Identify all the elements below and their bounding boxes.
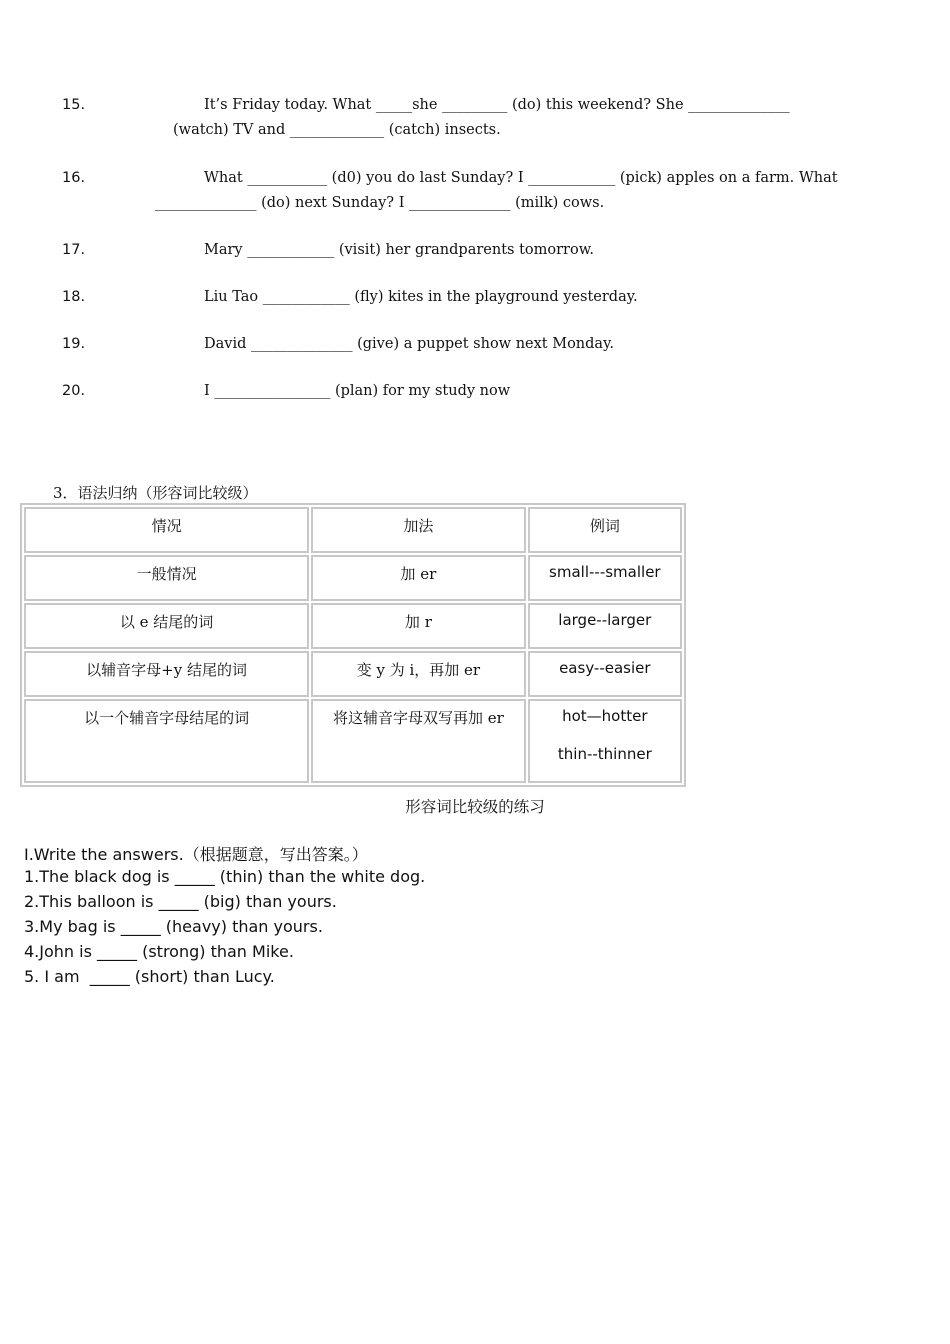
table-row [24,699,682,783]
exercise-item: 2.This balloon is _____ (big) than yours. [24,892,337,911]
question-number: 18. [62,289,86,305]
exercise-title: 形容词比较级的练习 [405,798,545,816]
cell-example: easy--easier [528,651,682,697]
question-number: 20. [62,383,86,399]
header-example: 例词 [528,507,682,553]
table-header-row [24,507,682,553]
header-method: 加法 [311,507,525,553]
grammar-heading: 3．语法归纳（形容词比较级） [53,484,258,502]
question-number: 16. [62,170,86,186]
question-text-continued: (watch) TV and _____________ (catch) insects. [173,122,501,138]
cell-method: 加 r [311,603,525,649]
exercise-item: 3.My bag is _____ (heavy) than yours. [24,917,323,936]
header-case: 情况 [24,507,309,553]
exercise-item: 5. I am _____ (short) than Lucy. [24,967,275,986]
cell-case: 以一个辅音字母结尾的词 [24,699,309,783]
cell-example: small---smaller [528,555,682,601]
grammar-table [20,503,686,787]
exercise-instruction: I.Write the answers.（根据题意，写出答案。） [24,845,368,864]
table-row [24,555,682,601]
question-text: It’s Friday today. What _____she _________ (do) this weekend? She ______________ [204,97,790,113]
question-text: Mary ____________ (visit) her grandparents tomorrow. [204,242,595,258]
cell-method: 加 er [311,555,525,601]
question-text: Liu Tao ____________ (fly) kites in the playground yesterday. [204,289,638,305]
cell-example: large--larger [528,603,682,649]
question-number: 19. [62,336,86,352]
question-number: 17. [62,242,86,258]
cell-method: 变 y 为 i，再加 er [311,651,525,697]
table-row [24,651,682,697]
question-number: 15. [62,97,86,113]
question-text: David ______________ (give) a puppet show next Monday. [204,336,614,352]
question-text: What ___________ (d0) you do last Sunday? I ____________ (pick) apples on a farm. What [204,170,838,186]
question-text: I ________________ (plan) for my study now [204,383,511,399]
table-row [24,603,682,649]
cell-case: 以 e 结尾的词 [24,603,309,649]
exercise-item: 4.John is _____ (strong) than Mike. [24,942,294,961]
question-text-continued: ______________ (do) next Sunday? I ______________ (milk) cows. [155,195,605,211]
cell-case: 一般情况 [24,555,309,601]
cell-method: 将这辅音字母双写再加 er [311,699,525,783]
cell-example [528,699,682,783]
example-line: thin--thinner [557,745,652,763]
exercise-item: 1.The black dog is _____ (thin) than the white dog. [24,867,426,886]
cell-case: 以辅音字母+y 结尾的词 [24,651,309,697]
example-line: hot—hotter [562,707,648,725]
